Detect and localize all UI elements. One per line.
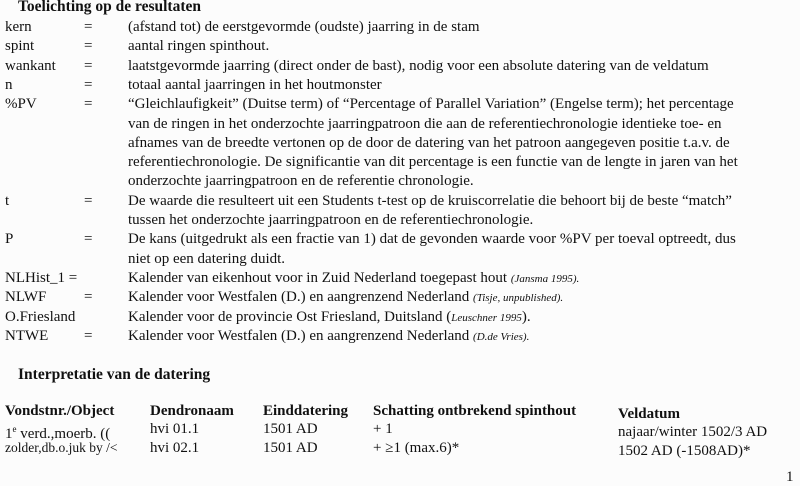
- table-cell-veldatum: najaar/winter 1502/3 AD: [618, 424, 768, 440]
- definition-line: De kans (uitgedrukt als een fractie van 1) dat de gevonden waarde voor %PV per toeval optreedt, dus: [128, 231, 736, 248]
- definition-text: [128, 211, 533, 229]
- definition-line: Kalender voor Westfalen (D.) en aangrenzend Nederland: [128, 327, 470, 344]
- definition-line: Kalender van eikenhout voor in Zuid Nederland toegepast hout: [128, 269, 508, 286]
- definition-line: totaal aantal jaarringen in het houtmonster: [128, 76, 382, 93]
- table-cell-object: zolder,db.o.juk by /<: [5, 440, 118, 455]
- table-cell-veldatum: 1502 AD (-1508AD)*: [618, 443, 751, 459]
- col-header-spinthout: Schatting ontbrekend spinthout: [373, 403, 577, 419]
- table-cell-einddatering: 1501 AD: [263, 440, 318, 456]
- definition-text: [128, 327, 529, 346]
- equals-sign: =: [84, 231, 93, 248]
- equals-sign: =: [84, 289, 93, 306]
- equals-sign: =: [84, 57, 93, 74]
- definition-text: [128, 37, 269, 55]
- heading-interpretatie: Interpretatie van de datering: [18, 366, 211, 383]
- definition-term: NLWF: [5, 289, 47, 306]
- equals-sign: =: [84, 96, 93, 113]
- definition-line: van de ringen in het onderzochte jaarringpatroon die aan de referentiechronologie identieke toe- en: [128, 115, 722, 132]
- definition-term: O.Friesland: [5, 308, 76, 325]
- table-cell-object: 1e verd.,moerb. ((: [5, 424, 111, 442]
- col-header-object: Vondstnr./Object: [5, 403, 115, 419]
- definition-term: NTWE: [5, 327, 49, 344]
- col-header-einddatering: Einddatering: [263, 403, 349, 419]
- col-header-dendronaam: Dendronaam: [150, 403, 234, 419]
- heading-toelichting: Toelichting op de resultaten: [18, 0, 202, 15]
- equals-sign: =: [84, 76, 93, 93]
- definition-line: Kalender voor Westfalen (D.) en aangrenzend Nederland: [128, 289, 470, 306]
- definition-line: laatstgevormde jaarring (direct onder de bast), nodig voor een absolute datering van de veldatum: [128, 57, 709, 74]
- citation-tail: ).: [521, 308, 531, 325]
- definition-text: [128, 95, 734, 113]
- definition-line: referentiechronologie. De significantie van dit percentage is een functie van de lengte in jaren van het: [128, 154, 738, 171]
- definition-text: [128, 230, 736, 248]
- definition-text: [128, 153, 738, 171]
- definition-text: [128, 269, 579, 288]
- definition-text: [128, 115, 721, 133]
- definition-term: t: [5, 192, 10, 209]
- definition-line: onderzochte jaarringpatroon en de referentie chronologie.: [128, 173, 474, 190]
- table-cell-dendronaam: hvi 02.1: [150, 440, 200, 456]
- definition-text: [128, 288, 563, 307]
- equals-sign: =: [84, 38, 93, 55]
- page-number: 1: [786, 469, 794, 485]
- definition-line: aantal ringen spinthout.: [128, 38, 270, 55]
- definition-term: wankant: [5, 57, 56, 74]
- definition-text: [128, 57, 709, 75]
- definition-term: NLHist_1 =: [5, 269, 78, 286]
- definition-line: tussen het onderzochte jaarringpatroon en de referentiechronologie.: [128, 212, 534, 228]
- definition-text: [128, 192, 732, 210]
- definition-text: [128, 308, 531, 327]
- definition-term: n: [5, 76, 13, 93]
- definition-term: %PV: [5, 96, 37, 113]
- source-citation: (Jansma 1995).: [510, 272, 580, 285]
- definition-line: (afstand tot) de eerstgevormde (oudste) jaarring in de stam: [128, 19, 480, 35]
- definition-term: spint: [5, 38, 35, 55]
- definition-line: Kalender voor de provincie Ost Friesland, Duitsland (: [128, 308, 452, 325]
- definition-line: “Gleichlaufigkeit” (Duitse term) of “Percentage of Parallel Variation” (Engelse term); het percentage: [128, 96, 734, 113]
- definition-line: De waarde die resulteert uit een Students t-test op de kruiscorrelatie die behoort bij de beste “match”: [128, 192, 732, 209]
- definition-text: [128, 134, 730, 152]
- table-cell-einddatering: 1501 AD: [263, 421, 318, 437]
- definition-text: [128, 250, 285, 268]
- table-cell-spinthout: + ≥1 (max.6)*: [373, 440, 460, 456]
- equals-sign: =: [84, 19, 93, 35]
- definition-text: [128, 18, 480, 36]
- source-citation: (D.de Vries).: [473, 330, 530, 343]
- col-header-veldatum: Veldatum: [618, 406, 680, 422]
- definition-line: afnames van de breedte vertonen op de door de datering van het patroon aangegeven positie t.a.v. de: [128, 134, 730, 151]
- definition-term: P: [5, 231, 14, 248]
- source-citation: (Tisje, unpublished).: [473, 292, 564, 305]
- table-cell-spinthout: + 1: [373, 421, 393, 437]
- definition-text: [128, 76, 382, 94]
- source-citation: Leuschner 1995: [451, 311, 522, 324]
- table-cell-dendronaam: hvi 01.1: [150, 421, 200, 437]
- equals-sign: =: [84, 327, 93, 344]
- definition-text: [128, 172, 474, 190]
- definition-term: kern: [5, 19, 32, 35]
- equals-sign: =: [84, 192, 93, 209]
- definition-line: niet op een datering duidt.: [128, 250, 286, 267]
